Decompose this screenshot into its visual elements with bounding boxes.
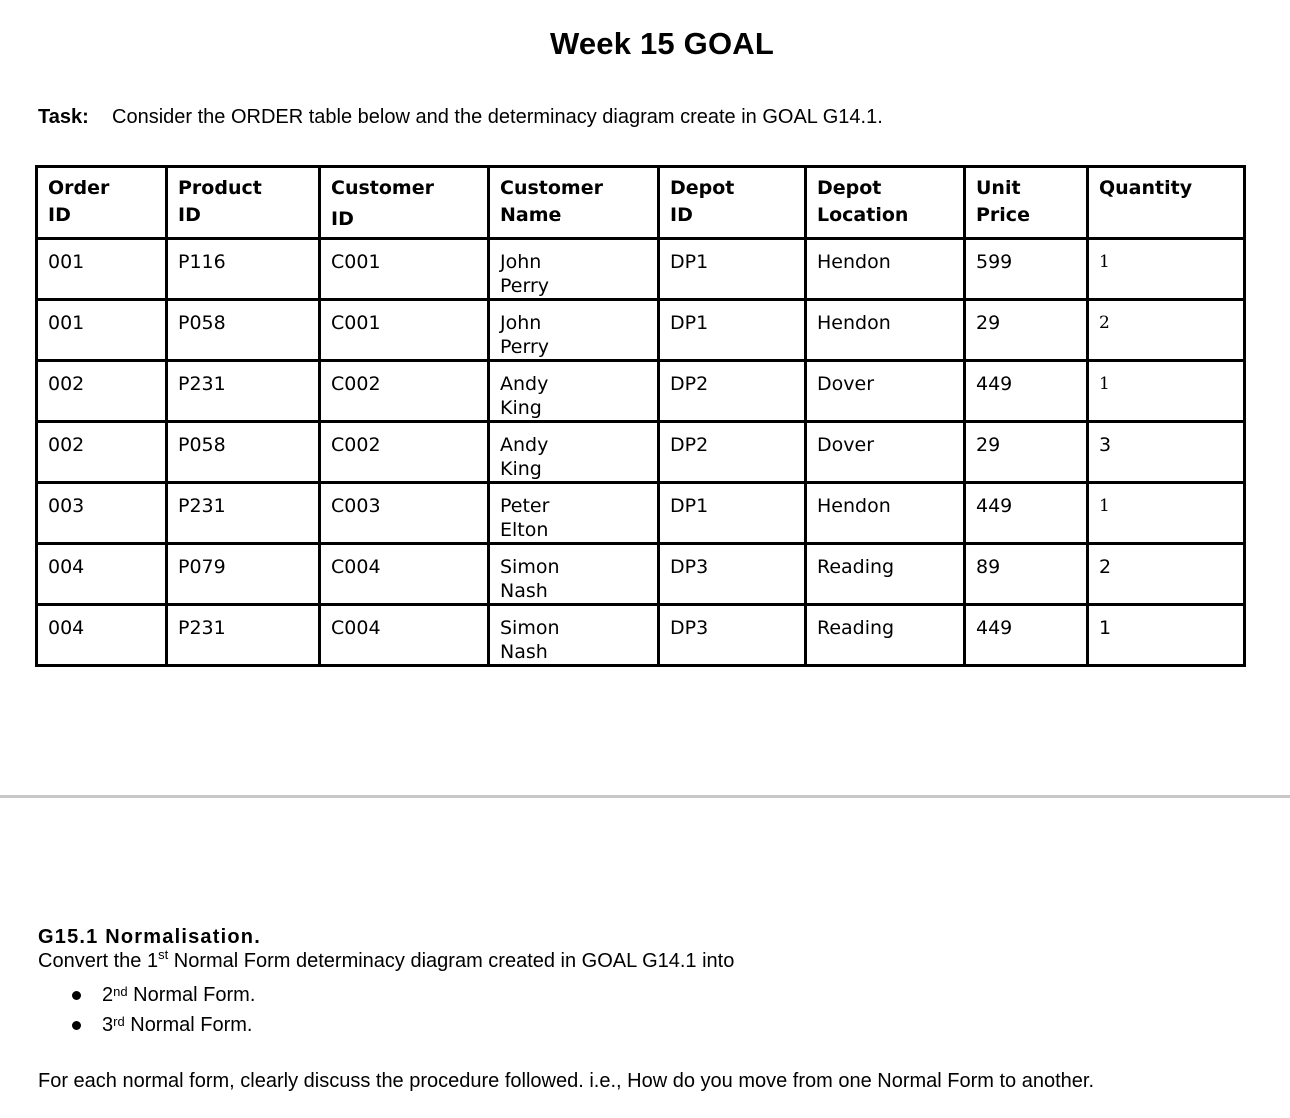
table-header-row: [37, 167, 1245, 239]
cell-unit-price: 449: [965, 483, 1088, 544]
task-text: Consider the ORDER table below and the determinacy diagram create in GOAL G14.1.: [112, 106, 883, 128]
normal-form-list: [0, 983, 255, 1043]
list-item: 2nd Normal Form.: [0, 983, 255, 1013]
bullet-icon: [72, 1021, 81, 1030]
header-customer-name: Customer Name: [489, 167, 659, 239]
cell-order-id: 004: [37, 544, 167, 605]
cell-order-id: 003: [37, 483, 167, 544]
section-heading: G15.1 Normalisation.: [38, 926, 261, 948]
header-order-id: Order ID: [37, 167, 167, 239]
cell-quantity: 1: [1088, 361, 1245, 422]
table-row: [37, 300, 1245, 361]
cell-quantity: 3: [1088, 422, 1245, 483]
cell-product-id: P231: [167, 483, 320, 544]
cell-depot-location: Hendon: [806, 483, 965, 544]
cell-customer-name: John Perry: [489, 239, 659, 300]
table-row: [37, 483, 1245, 544]
table-row: [37, 422, 1245, 483]
cell-customer-name: Peter Elton: [489, 483, 659, 544]
table-row: [37, 239, 1245, 300]
cell-customer-id: C004: [320, 544, 489, 605]
section-intro: Convert the 1st Normal Form determinacy diagram created in GOAL G14.1 into: [38, 947, 735, 972]
cell-product-id: P058: [167, 300, 320, 361]
cell-depot-id: DP1: [659, 483, 806, 544]
cell-unit-price: 599: [965, 239, 1088, 300]
cell-depot-location: Dover: [806, 361, 965, 422]
task-label: Task:: [38, 106, 89, 128]
cell-product-id: P231: [167, 361, 320, 422]
cell-unit-price: 89: [965, 544, 1088, 605]
cell-depot-id: DP3: [659, 605, 806, 666]
cell-quantity: 2: [1088, 300, 1245, 361]
cell-customer-id: C001: [320, 300, 489, 361]
cell-depot-location: Reading: [806, 605, 965, 666]
cell-product-id: P116: [167, 239, 320, 300]
cell-customer-id: C004: [320, 605, 489, 666]
cell-quantity: 1: [1088, 605, 1245, 666]
bullet-icon: [72, 991, 81, 1000]
cell-depot-id: DP2: [659, 361, 806, 422]
procedure-instruction: For each normal form, clearly discuss the procedure followed. i.e., How do you move from one Normal Form to another.: [38, 1070, 1095, 1092]
cell-unit-price: 29: [965, 300, 1088, 361]
cell-customer-id: C002: [320, 422, 489, 483]
cell-depot-id: DP2: [659, 422, 806, 483]
cell-depot-id: DP1: [659, 300, 806, 361]
cell-order-id: 001: [37, 300, 167, 361]
header-customer-id: Customer ID: [320, 167, 489, 239]
list-item: 3rd Normal Form.: [0, 1013, 255, 1043]
cell-customer-name: Simon Nash: [489, 544, 659, 605]
cell-depot-location: Dover: [806, 422, 965, 483]
cell-quantity: 2: [1088, 544, 1245, 605]
cell-quantity: 1: [1088, 483, 1245, 544]
cell-product-id: P079: [167, 544, 320, 605]
page-divider: [0, 795, 1290, 798]
cell-customer-id: C003: [320, 483, 489, 544]
page-title: Week 15 GOAL: [549, 26, 775, 61]
cell-quantity: 1: [1088, 239, 1245, 300]
cell-product-id: P231: [167, 605, 320, 666]
cell-unit-price: 449: [965, 361, 1088, 422]
cell-unit-price: 449: [965, 605, 1088, 666]
cell-order-id: 002: [37, 361, 167, 422]
cell-depot-location: Reading: [806, 544, 965, 605]
cell-unit-price: 29: [965, 422, 1088, 483]
cell-customer-id: C001: [320, 239, 489, 300]
cell-customer-name: John Perry: [489, 300, 659, 361]
cell-depot-location: Hendon: [806, 300, 965, 361]
cell-product-id: P058: [167, 422, 320, 483]
task-line: [38, 106, 883, 129]
cell-depot-id: DP1: [659, 239, 806, 300]
header-depot-location: Depot Location: [806, 167, 965, 239]
cell-customer-name: Andy King: [489, 422, 659, 483]
table-row: [37, 605, 1245, 666]
table-row: [37, 544, 1245, 605]
table-row: [37, 361, 1245, 422]
cell-order-id: 004: [37, 605, 167, 666]
order-table: [35, 165, 1246, 667]
header-quantity: Quantity: [1088, 167, 1245, 239]
header-product-id: Product ID: [167, 167, 320, 239]
cell-order-id: 002: [37, 422, 167, 483]
header-unit-price: Unit Price: [965, 167, 1088, 239]
header-depot-id: Depot ID: [659, 167, 806, 239]
cell-depot-id: DP3: [659, 544, 806, 605]
cell-customer-name: Andy King: [489, 361, 659, 422]
cell-depot-location: Hendon: [806, 239, 965, 300]
cell-customer-id: C002: [320, 361, 489, 422]
cell-order-id: 001: [37, 239, 167, 300]
cell-customer-name: Simon Nash: [489, 605, 659, 666]
